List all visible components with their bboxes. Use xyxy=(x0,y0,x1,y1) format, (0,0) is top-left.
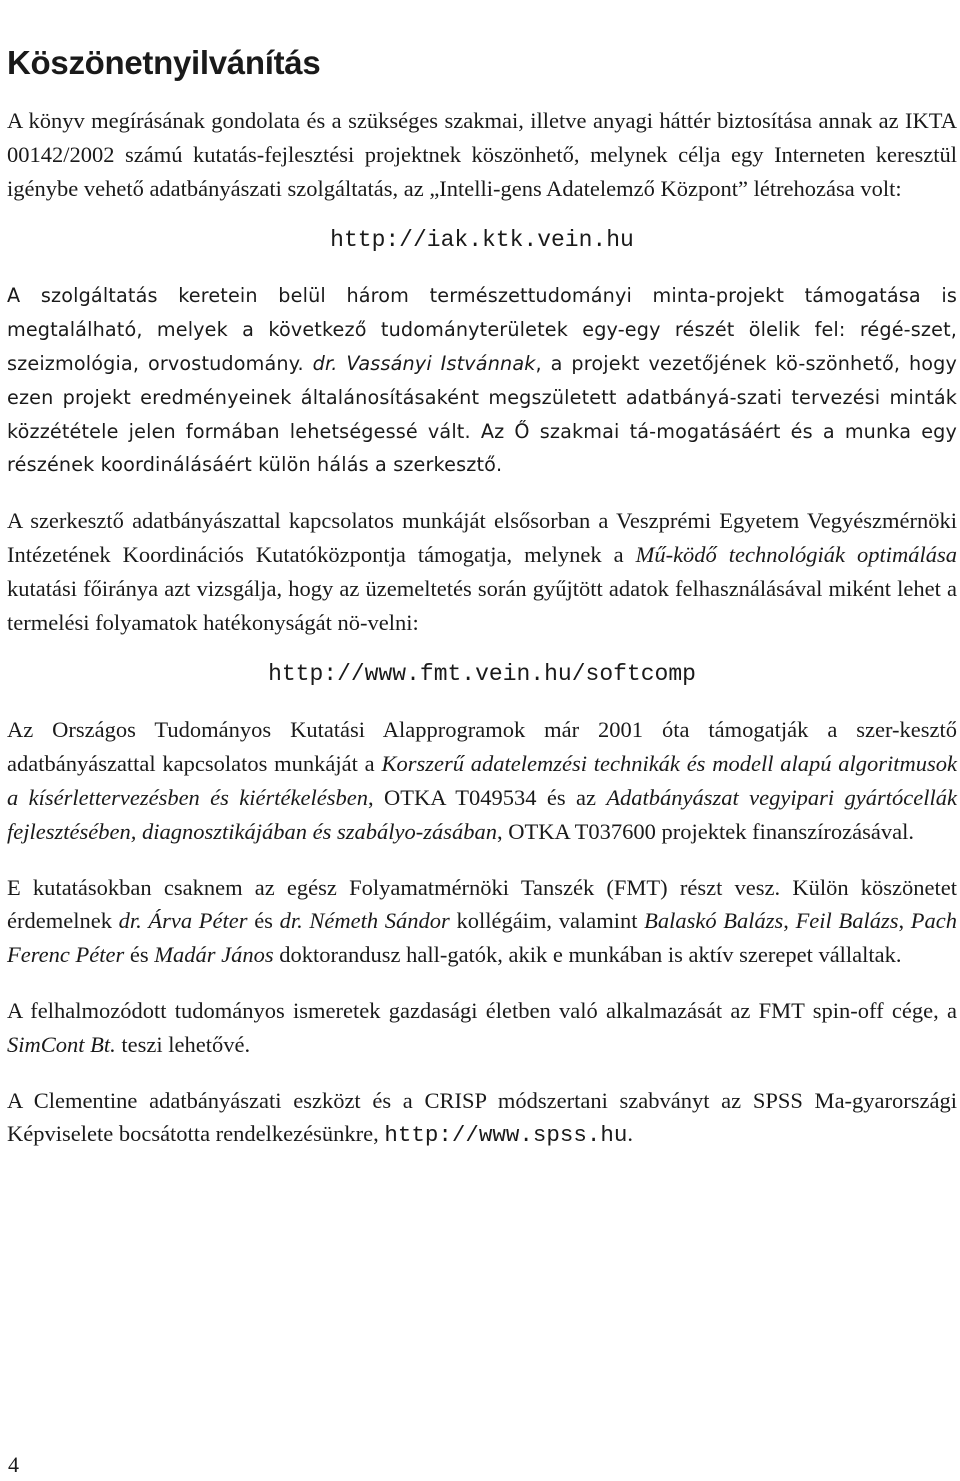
document-page xyxy=(7,44,957,1175)
text-run: . xyxy=(627,1121,634,1147)
person-name: Balaskó Balázs xyxy=(644,908,784,934)
text-run: doktorandusz hall-gatók, akik e munkában is aktív szerepet vállaltak. xyxy=(273,942,902,968)
text-run: kollégáim, valamint xyxy=(449,908,645,934)
person-name: dr. Németh Sándor xyxy=(279,908,450,934)
text-run: A felhalmozódott tudományos ismeretek gazdasági életben való alkalmazását az FMT spin-off cége, a xyxy=(7,997,957,1023)
paragraph-research-center xyxy=(7,504,957,639)
url-spss: http://www.spss.hu xyxy=(384,1122,628,1149)
paragraph-projects xyxy=(7,279,957,482)
project-title: Adatbányászat vegyipari gyártócellák fejlesztésében, diagnosztikájában és szabályo-zásában xyxy=(7,784,957,844)
company-name: SimCont Bt. xyxy=(7,1031,116,1057)
text-run: A Clementine adatbányászati eszközt és a CRISP módszertani szabványt az SPSS Ma-gyarországi Képviselete bocsátotta rendelkezésünkre, xyxy=(7,1087,957,1147)
text-run: kutatási főiránya azt vizsgálja, hogy az üzemeltetés során gyűjtött adatok felhasználásával miként lehet a termelési folyamatok hatékonyságát nö-velni: xyxy=(7,575,957,635)
text-run: teszi lehetővé. xyxy=(115,1031,251,1057)
paragraph-spss xyxy=(7,1084,957,1154)
text-run: , OTKA T037600 projektek finanszírozásával. xyxy=(496,818,914,844)
person-name: dr. Vassányi Istvánnak xyxy=(312,351,536,375)
page-title: Köszönetnyilvánítás xyxy=(7,44,321,81)
url-iak: http://iak.ktk.vein.hu xyxy=(330,227,634,254)
person-name: dr. Árva Péter xyxy=(118,908,248,934)
paragraph-colleagues xyxy=(7,871,957,972)
text-run: , xyxy=(783,908,796,934)
person-name: Pach Ferenc Péter xyxy=(7,908,957,968)
text-run: E kutatásokban csaknem az egész Folyamatmérnöki Tanszék (FMT) részt vesz. Külön köszönetet érdemelnek xyxy=(7,874,957,934)
project-title: Korszerű adatelemzési technikák és modell alapú algoritmusok a kísérlettervezésben és kiértékelésben xyxy=(7,751,957,810)
person-name: Madár János xyxy=(154,942,274,968)
paragraph-otka xyxy=(7,713,957,848)
text-run: és xyxy=(247,908,280,934)
text-run: Az Országos Tudományos Kutatási Alapprogramok már 2001 óta támogatják a szer-kesztő adatbányászattal kapcsolatos munkáját a xyxy=(7,717,957,777)
text-run: A szerkesztő adatbányászattal kapcsolatos munkáját elsősorban a Veszprémi Egyetem Vegyészmérnöki Intézetének Koordinációs Kutatóközpontja támogatja, melynek a xyxy=(7,508,957,567)
person-name: Feil Balázs xyxy=(795,908,899,934)
paragraph-intro: A könyv megírásának gondolata és a szükséges szakmai, illetve anyagi háttér biztosítása annak az IKTA 00142/2002 számú kutatás-fejlesztési projektnek köszönhető, melynek célja egy Interneten keresztül igénybe vehető adatbányászati szolgáltatás, az „Intelli-gens Adatelemző Központ” létrehozása volt: xyxy=(7,108,957,201)
paragraph-spinoff xyxy=(7,994,957,1062)
research-topic: Mű-ködő technológiák optimálása xyxy=(635,541,957,567)
page-number: 4 xyxy=(8,1452,19,1477)
text-run: , OTKA T049534 és az xyxy=(367,784,607,810)
text-run: és xyxy=(124,942,155,968)
text-run: A szolgáltatás keretein belül három természettudományi minta-projekt támogatása is megtalálható, melyek a következő tudományterületek egy-egy részét ölelik fel: régé-szet, szeizmológia, orvostudomány. xyxy=(7,284,957,375)
text-run: , a projekt vezetőjének kö-szönhető, hogy ezen projekt eredményeinek általánosításaként megszületett adatbányá-szati tervezési minták közzététele jelen formában lehetségessé vált. Az Ő szakmai tá-mogatásáért és a munka egy részének koordinálásáért külön hálás a szerkesztő. xyxy=(7,351,958,477)
url-softcomp: http://www.fmt.vein.hu/softcomp xyxy=(268,661,696,688)
text-run: , xyxy=(898,908,911,934)
